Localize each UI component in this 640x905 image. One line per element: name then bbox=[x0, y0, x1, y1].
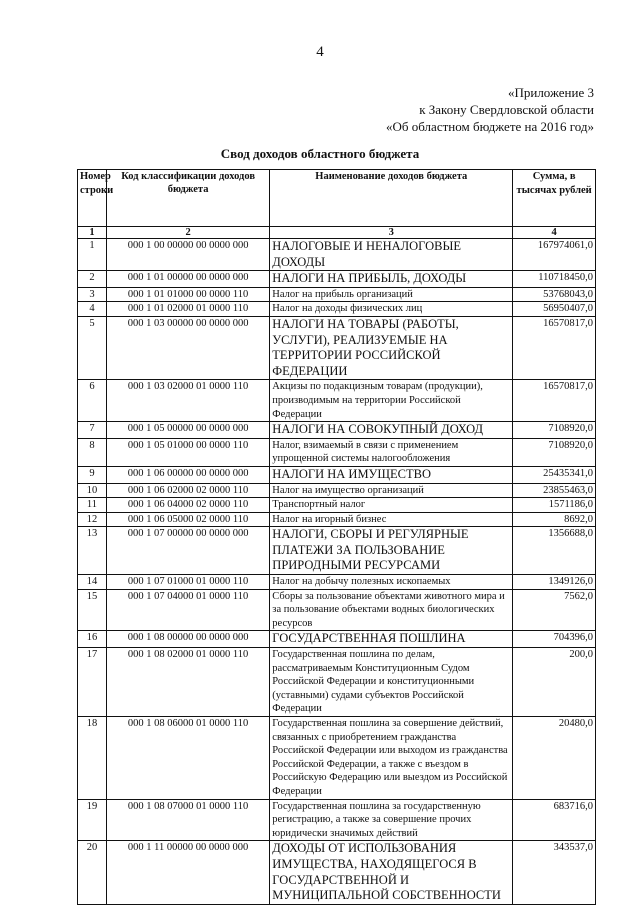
revenue-amount: 683716,0 bbox=[513, 799, 596, 841]
revenue-name: НАЛОГИ НА ПРИБЫЛЬ, ДОХОДЫ bbox=[270, 271, 513, 288]
classification-code: 000 1 08 02000 01 0000 110 bbox=[106, 648, 269, 717]
appendix-line-2: к Закону Свердловской области bbox=[419, 102, 594, 117]
row-number: 18 bbox=[78, 717, 107, 800]
revenue-amount: 20480,0 bbox=[513, 717, 596, 800]
revenue-name: НАЛОГИ НА ИМУЩЕСТВО bbox=[270, 466, 513, 483]
table-row bbox=[78, 841, 596, 904]
revenue-amount: 167974061,0 bbox=[513, 239, 596, 271]
classification-code: 000 1 01 02000 01 0000 110 bbox=[106, 302, 269, 317]
classification-code: 000 1 03 00000 00 0000 000 bbox=[106, 316, 269, 379]
classification-code: 000 1 06 02000 02 0000 110 bbox=[106, 483, 269, 498]
row-number: 16 bbox=[78, 631, 107, 648]
revenue-amount: 1571186,0 bbox=[513, 498, 596, 513]
table-row bbox=[78, 483, 596, 498]
row-number: 9 bbox=[78, 466, 107, 483]
row-number: 4 bbox=[78, 302, 107, 317]
revenue-amount: 16570817,0 bbox=[513, 316, 596, 379]
row-number: 3 bbox=[78, 287, 107, 302]
revenue-name: Акцизы по подакцизным товарам (продукции), производимым на территории Российской Федерации bbox=[270, 380, 513, 422]
revenue-name: Налог, взимаемый в связи с применением упрощенной системы налогообложения bbox=[270, 438, 513, 466]
row-number: 7 bbox=[78, 422, 107, 439]
table-row bbox=[78, 380, 596, 422]
appendix-line-3: «Об областном бюджете на 2016 год» bbox=[386, 119, 594, 134]
table-row bbox=[78, 438, 596, 466]
row-number: 2 bbox=[78, 271, 107, 288]
table-row bbox=[78, 316, 596, 379]
row-number: 6 bbox=[78, 380, 107, 422]
revenue-name: НАЛОГИ, СБОРЫ И РЕГУЛЯРНЫЕ ПЛАТЕЖИ ЗА ПОЛЬЗОВАНИЕ ПРИРОДНЫМИ РЕСУРСАМИ bbox=[270, 527, 513, 575]
column-numbers-row bbox=[78, 227, 596, 239]
revenue-amount: 25435341,0 bbox=[513, 466, 596, 483]
revenue-name: Налог на имущество организаций bbox=[270, 483, 513, 498]
classification-code: 000 1 08 06000 01 0000 110 bbox=[106, 717, 269, 800]
classification-code: 000 1 08 07000 01 0000 110 bbox=[106, 799, 269, 841]
header-row-number: Номер строки bbox=[78, 170, 107, 227]
revenue-name: Государственная пошлина за совершение действий, связанных с приобретением гражданства Российской Федерации или выходом из гражданства Российской Федерации, а также с въездом в Российскую Федерацию или выездом из Российской Федерации bbox=[270, 717, 513, 800]
revenue-name: ДОХОДЫ ОТ ИСПОЛЬЗОВАНИЯ ИМУЩЕСТВА, НАХОДЯЩЕГОСЯ В ГОСУДАРСТВЕННОЙ И МУНИЦИПАЛЬНОЙ СОБСТВЕННОСТИ bbox=[270, 841, 513, 904]
classification-code: 000 1 07 01000 01 0000 110 bbox=[106, 575, 269, 590]
row-number: 14 bbox=[78, 575, 107, 590]
row-number: 20 bbox=[78, 841, 107, 904]
table-row bbox=[78, 271, 596, 288]
classification-code: 000 1 03 02000 01 0000 110 bbox=[106, 380, 269, 422]
revenue-name: Налог на добычу полезных ископаемых bbox=[270, 575, 513, 590]
revenue-name: ГОСУДАРСТВЕННАЯ ПОШЛИНА bbox=[270, 631, 513, 648]
revenue-name: Налог на игорный бизнес bbox=[270, 512, 513, 527]
row-number: 5 bbox=[78, 316, 107, 379]
table-row bbox=[78, 287, 596, 302]
classification-code: 000 1 11 00000 00 0000 000 bbox=[106, 841, 269, 904]
column-number: 2 bbox=[106, 227, 269, 239]
revenue-name: Налог на прибыль организаций bbox=[270, 287, 513, 302]
revenue-amount: 53768043,0 bbox=[513, 287, 596, 302]
classification-code: 000 1 01 01000 00 0000 110 bbox=[106, 287, 269, 302]
revenue-amount: 7108920,0 bbox=[513, 438, 596, 466]
table-row bbox=[78, 527, 596, 575]
row-number: 17 bbox=[78, 648, 107, 717]
revenue-amount: 704396,0 bbox=[513, 631, 596, 648]
column-number: 4 bbox=[513, 227, 596, 239]
appendix-line-1: «Приложение 3 bbox=[507, 85, 594, 100]
document-title: Свод доходов областного бюджета bbox=[220, 146, 420, 161]
classification-code: 000 1 06 00000 00 0000 000 bbox=[106, 466, 269, 483]
table-row bbox=[78, 575, 596, 590]
appendix-header bbox=[386, 84, 594, 135]
revenue-name: НАЛОГИ НА ТОВАРЫ (РАБОТЫ, УСЛУГИ), РЕАЛИЗУЕМЫЕ НА ТЕРРИТОРИИ РОССИЙСКОЙ ФЕДЕРАЦИИ bbox=[270, 316, 513, 379]
table-row bbox=[78, 422, 596, 439]
row-number: 19 bbox=[78, 799, 107, 841]
classification-code: 000 1 06 04000 02 0000 110 bbox=[106, 498, 269, 513]
row-number: 15 bbox=[78, 589, 107, 631]
revenue-amount: 8692,0 bbox=[513, 512, 596, 527]
revenue-name: Сборы за пользование объектами животного мира и за пользование объектами водных биологических ресурсов bbox=[270, 589, 513, 631]
revenue-amount: 16570817,0 bbox=[513, 380, 596, 422]
revenue-amount: 7562,0 bbox=[513, 589, 596, 631]
revenue-name: Транспортный налог bbox=[270, 498, 513, 513]
row-number: 13 bbox=[78, 527, 107, 575]
revenue-name: НАЛОГИ НА СОВОКУПНЫЙ ДОХОД bbox=[270, 422, 513, 439]
row-number: 11 bbox=[78, 498, 107, 513]
revenue-amount: 23855463,0 bbox=[513, 483, 596, 498]
table-row bbox=[78, 302, 596, 317]
revenue-name: Налог на доходы физических лиц bbox=[270, 302, 513, 317]
revenue-name: Государственная пошлина по делам, рассматриваемым Конституционным Судом Российской Федерации и конституционными (уставными) судами субъектов Российской Федерации bbox=[270, 648, 513, 717]
revenue-amount: 343537,0 bbox=[513, 841, 596, 904]
table-row bbox=[78, 631, 596, 648]
page-number: 4 bbox=[316, 44, 324, 60]
classification-code: 000 1 00 00000 00 0000 000 bbox=[106, 239, 269, 271]
row-number: 12 bbox=[78, 512, 107, 527]
table-row bbox=[78, 717, 596, 800]
table-row bbox=[78, 239, 596, 271]
table-row bbox=[78, 498, 596, 513]
revenue-name: Государственная пошлина за государственную регистрацию, а также за совершение прочих юридически значимых действий bbox=[270, 799, 513, 841]
revenue-table bbox=[77, 169, 596, 905]
classification-code: 000 1 06 05000 02 0000 110 bbox=[106, 512, 269, 527]
column-number: 3 bbox=[270, 227, 513, 239]
revenue-amount: 1356688,0 bbox=[513, 527, 596, 575]
table-row bbox=[78, 799, 596, 841]
column-number: 1 bbox=[78, 227, 107, 239]
row-number: 1 bbox=[78, 239, 107, 271]
table-header-row bbox=[78, 170, 596, 227]
table-row bbox=[78, 512, 596, 527]
revenue-name: НАЛОГОВЫЕ И НЕНАЛОГОВЫЕ ДОХОДЫ bbox=[270, 239, 513, 271]
classification-code: 000 1 05 00000 00 0000 000 bbox=[106, 422, 269, 439]
revenue-amount: 200,0 bbox=[513, 648, 596, 717]
classification-code: 000 1 01 00000 00 0000 000 bbox=[106, 271, 269, 288]
revenue-amount: 110718450,0 bbox=[513, 271, 596, 288]
revenue-amount: 7108920,0 bbox=[513, 422, 596, 439]
revenue-amount: 56950407,0 bbox=[513, 302, 596, 317]
classification-code: 000 1 08 00000 00 0000 000 bbox=[106, 631, 269, 648]
header-revenue-name: Наименование доходов бюджета bbox=[270, 170, 513, 227]
row-number: 10 bbox=[78, 483, 107, 498]
table-row bbox=[78, 466, 596, 483]
table-row bbox=[78, 589, 596, 631]
classification-code: 000 1 07 04000 01 0000 110 bbox=[106, 589, 269, 631]
classification-code: 000 1 07 00000 00 0000 000 bbox=[106, 527, 269, 575]
classification-code: 000 1 05 01000 00 0000 110 bbox=[106, 438, 269, 466]
row-number: 8 bbox=[78, 438, 107, 466]
header-amount: Сумма, в тысячах рублей bbox=[513, 170, 596, 227]
header-classification-code: Код классификации доходов бюджета bbox=[106, 170, 269, 227]
table-row bbox=[78, 648, 596, 717]
revenue-amount: 1349126,0 bbox=[513, 575, 596, 590]
